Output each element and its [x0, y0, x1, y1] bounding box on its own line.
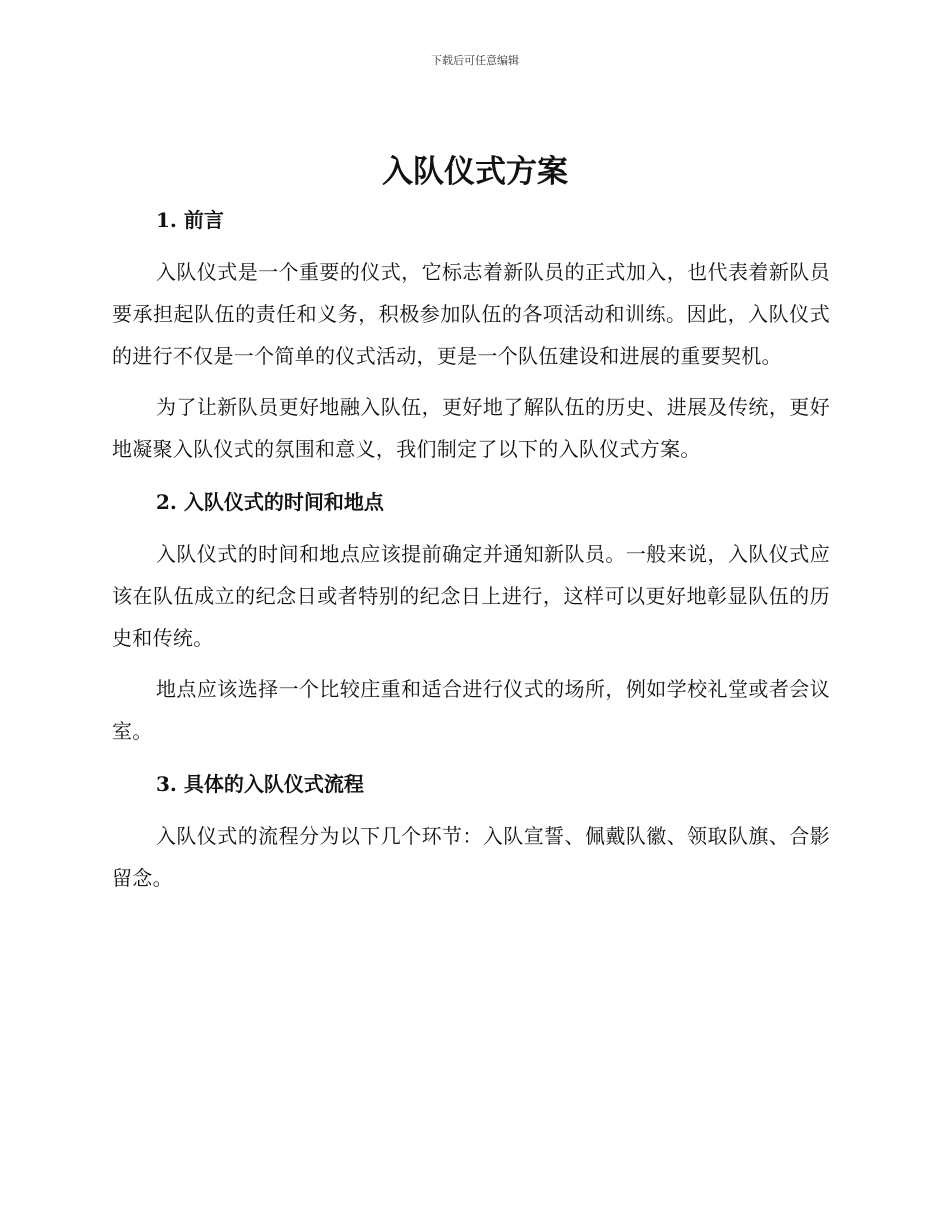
section-ceremony-process	[112, 764, 830, 899]
section-preface	[112, 200, 830, 470]
document-title: 入队仪式方案	[382, 154, 568, 190]
header-note: 下载后可任意编辑	[431, 54, 519, 67]
paragraph: 入队仪式是一个重要的仪式，它标志着新队员的正式加入，也代表着新队员要承担起队伍的责任和义务，积极参加队伍的各项活动和训练。因此，入队仪式的进行不仅是一个简单的仪式活动，更是一个队伍建设和进展的重要契机。	[112, 260, 830, 368]
paragraph: 为了让新队员更好地融入队伍，更好地了解队伍的历史、进展及传统，更好地凝聚入队仪式的氛围和意义，我们制定了以下的入队仪式方案。	[112, 395, 830, 461]
paragraph: 入队仪式的时间和地点应该提前确定并通知新队员。一般来说，入队仪式应该在队伍成立的纪念日或者特别的纪念日上进行，这样可以更好地彰显队伍的历史和传统。	[112, 542, 830, 650]
section-heading: 2. 入队仪式的时间和地点	[156, 490, 384, 514]
paragraph: 入队仪式的流程分为以下几个环节：入队宣誓、佩戴队徽、领取队旗、合影留念。	[112, 824, 830, 890]
section-time-and-place	[112, 482, 830, 752]
paragraph: 地点应该选择一个比较庄重和适合进行仪式的场所，例如学校礼堂或者会议室。	[112, 677, 830, 743]
section-heading: 1. 前言	[156, 208, 224, 232]
section-heading: 3. 具体的入队仪式流程	[156, 772, 364, 796]
document-body	[112, 200, 830, 899]
